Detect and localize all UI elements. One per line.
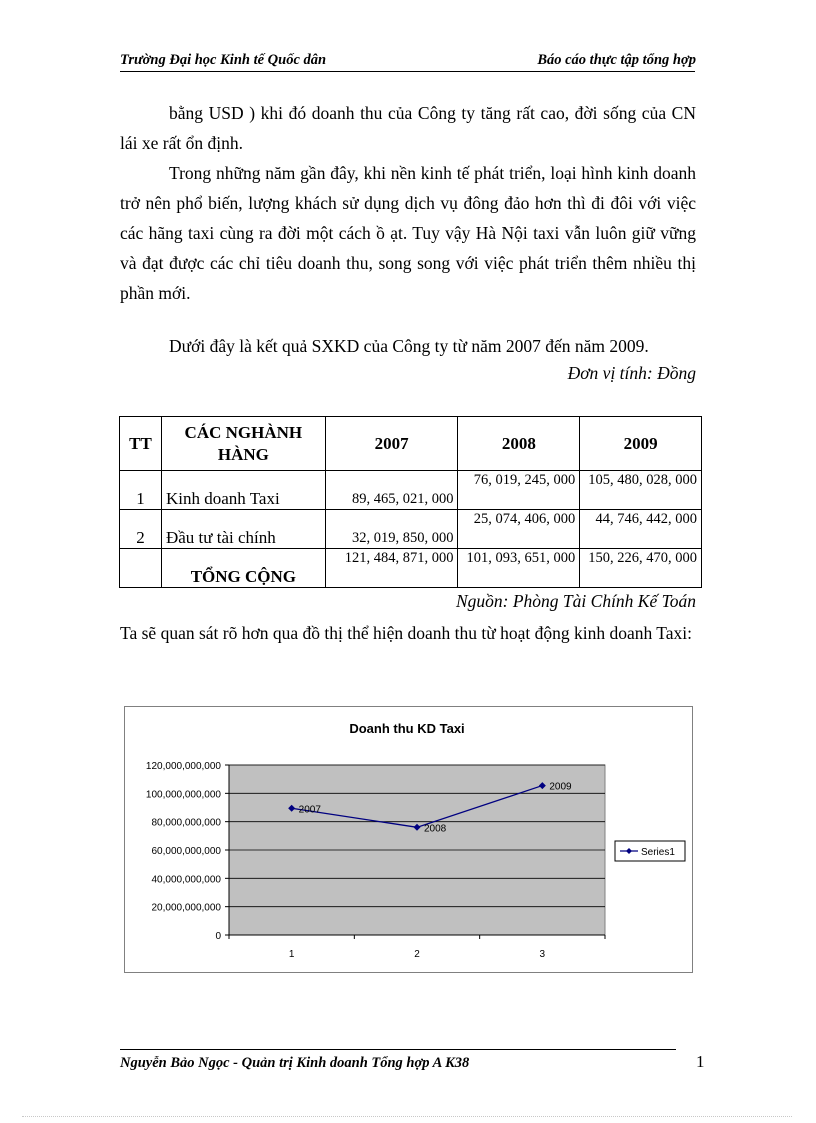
row2-2009: 44, 746, 442, 000 — [580, 510, 702, 549]
header-rule — [120, 71, 695, 72]
row2-2008: 25, 074, 406, 000 — [458, 510, 580, 549]
x-tick-label: 2 — [414, 949, 420, 960]
row1-name: Kinh doanh Taxi — [161, 471, 325, 510]
page-edge — [22, 1116, 792, 1117]
table-header-row — [120, 417, 702, 471]
unit-label: Đơn vị tính: Đồng — [567, 363, 696, 383]
total-label: TỔNG CỘNG — [161, 549, 325, 588]
header-tt: TT — [120, 417, 162, 471]
row1-2008: 76, 019, 245, 000 — [458, 471, 580, 510]
header-name: CÁC NGHÀNH HÀNG — [161, 417, 325, 471]
x-tick-label: 1 — [288, 949, 295, 960]
footer-author: Nguyễn Bảo Ngọc - Quản trị Kinh doanh Tổng hợp A K38 — [120, 1055, 470, 1071]
paragraph-4-wrap — [120, 618, 696, 648]
x-tick-label: 3 — [539, 949, 546, 960]
y-tick-label: 20,000,000,000 — [151, 902, 221, 914]
row2-tt: 2 — [120, 510, 162, 549]
table-row — [120, 471, 702, 510]
y-tick-label: 100,000,000,000 — [145, 789, 221, 801]
table-row — [120, 510, 702, 549]
total-tt — [120, 549, 162, 588]
paragraph-3-wrap — [120, 331, 696, 361]
total-2009: 150, 226, 470, 000 — [580, 549, 702, 588]
total-2008: 101, 093, 651, 000 — [458, 549, 580, 588]
row1-2007: 89, 465, 021, 000 — [325, 471, 458, 510]
header-2009: 2009 — [580, 417, 702, 471]
row2-2007: 32, 019, 850, 000 — [325, 510, 458, 549]
header-right: Báo cáo thực tập tổng hợp — [537, 52, 696, 68]
data-label: 2007 — [298, 804, 321, 816]
header-left: Trường Đại học Kinh tế Quốc dân — [120, 52, 327, 68]
row1-tt: 1 — [120, 471, 162, 510]
paragraph-1: bằng USD ) khi đó doanh thu của Công ty tăng rất cao, đời sống của CN lái xe rất ổn định. — [120, 103, 696, 153]
data-label: 2008 — [424, 823, 447, 835]
footer-rule — [120, 1049, 676, 1050]
total-2007: 121, 484, 871, 000 — [325, 549, 458, 588]
y-tick-label: 60,000,000,000 — [151, 846, 221, 857]
y-tick-label: 0 — [215, 931, 221, 942]
row1-2009: 105, 480, 028, 000 — [580, 471, 702, 510]
header-2008: 2008 — [458, 417, 580, 471]
paragraph-4: Ta sẽ quan sát rõ hơn qua đồ thị thể hiện doanh thu từ hoạt động kinh doanh Taxi: — [120, 623, 692, 643]
y-tick-label: 40,000,000,000 — [151, 874, 221, 886]
paragraph-3: Dưới đây là kết quả SXKD của Công ty từ năm 2007 đến năm 2009. — [169, 336, 649, 356]
source-note: Nguồn: Phòng Tài Chính Kế Toán — [455, 591, 696, 611]
paragraph-2: Trong những năm gần đây, khi nền kinh tế phát triển, loại hình kinh doanh trở nên phổ biến, lượng khách sử dụng dịch vụ đông đảo hơn thì đi đôi với việc các hãng taxi cùng ra đời một cách ồ ạt. Tuy vậy Hà Nội taxi vẫn luôn giữ vững và đạt được các chỉ tiêu doanh thu, song song với việc phát triển thêm nhiều thị phần mới. — [120, 163, 696, 303]
page-number: 1 — [696, 1052, 705, 1071]
body-text — [120, 98, 696, 308]
legend-label: Series1 — [641, 847, 675, 858]
data-label: 2009 — [549, 781, 572, 793]
table-total-row — [120, 549, 702, 588]
y-tick-label: 120,000,000,000 — [145, 761, 221, 772]
revenue-table — [119, 416, 702, 588]
chart-title: Doanh thu KD Taxi — [349, 721, 465, 736]
header-2007: 2007 — [325, 417, 458, 471]
chart-frame — [124, 706, 693, 973]
row2-name: Đầu tư tài chính — [161, 510, 325, 549]
revenue-line-chart — [125, 707, 692, 972]
y-tick-label: 80,000,000,000 — [151, 817, 221, 829]
